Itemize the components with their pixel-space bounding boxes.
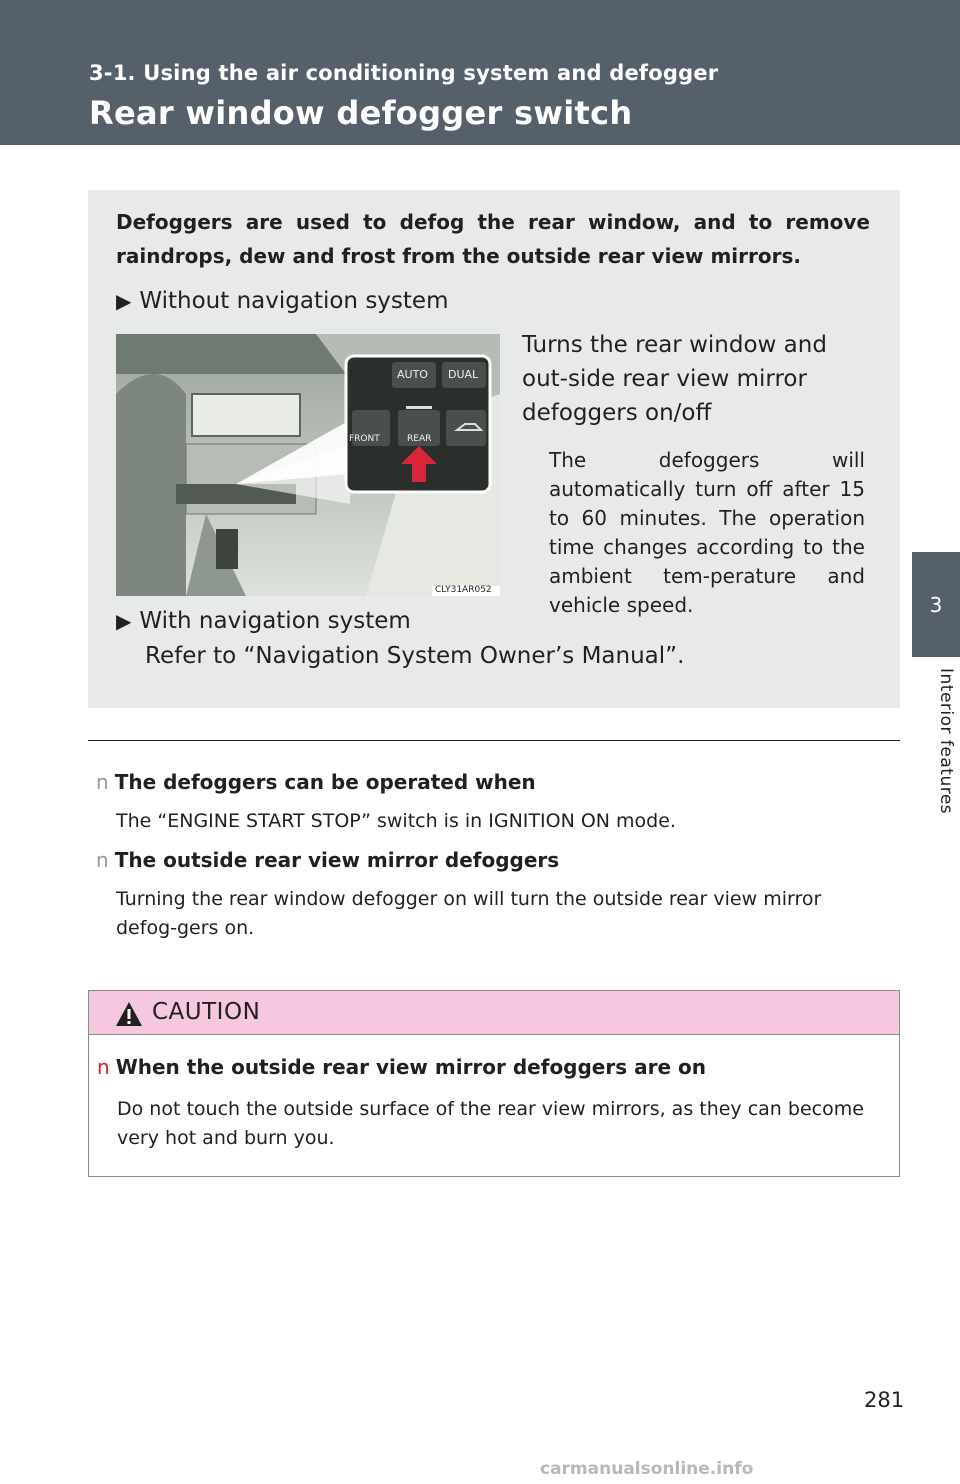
caution-bullet: n [97,1055,110,1079]
btn-front-label: FRONT [349,434,380,444]
section-title: 3-1. Using the air conditioning system and defogger [89,61,719,85]
page-title: Rear window defogger switch [89,94,633,132]
switch-note: The defoggers will automatically turn off after 15 to 60 minutes. The operation time changes according to the ambient tem-perature and vehicle speed. [549,448,865,617]
note-bullet: n [96,770,109,794]
triangle-bullet-icon: ▶ [116,609,132,633]
note-heading-1 [96,770,536,794]
note-heading-2 [96,848,559,872]
without-nav-heading [116,286,448,316]
caution-heading [97,1055,706,1079]
caution-box [88,990,900,1177]
dashboard-photo [116,334,500,596]
switch-description: Turns the rear window and out-side rear view mirror defoggers on/off [522,332,827,426]
page-header [0,0,960,145]
note-heading-2-text: The outside rear view mirror defoggers [114,848,560,872]
page-number: 281 [864,1388,905,1412]
watermark: carmanualsonline.info [540,1459,754,1479]
note-heading-1-text: The defoggers can be operated when [114,770,536,794]
without-nav-label: Without navigation system [139,288,449,314]
btn-rear-label: REAR [407,434,432,444]
caution-header [89,991,899,1035]
chapter-tab[interactable] [912,552,960,657]
intro-text: Defoggers are used to defog the rear window, and to remove raindrops, dew and frost from the outside rear view mirrors. [116,210,870,268]
note-body-2: Turning the rear window defogger on will turn the outside rear view mirror defog-gers on. [116,888,822,939]
caution-label: CAUTION [152,999,261,1025]
nav-manual-reference: Refer to “Navigation System Owner’s Manual”. [145,643,685,669]
with-nav-label: With navigation system [139,608,411,634]
dashboard-illustration [116,334,500,596]
photo-code: CLY31AR052 [435,585,492,595]
caution-body: Do not touch the outside surface of the rear view mirrors, as they can become very hot and burn you. [117,1098,864,1149]
warning-icon [115,1001,143,1027]
btn-dual-label: DUAL [448,368,479,381]
caution-heading-text: When the outside rear view mirror defoggers are on [115,1055,706,1079]
divider [88,740,900,741]
note-body-1: The “ENGINE START STOP” switch is in IGNITION ON mode. [116,810,676,832]
note-bullet: n [96,848,109,872]
chapter-label: Interior features [936,668,956,815]
btn-auto-label: AUTO [397,368,428,381]
triangle-bullet-icon: ▶ [116,289,132,313]
with-nav-heading [116,606,411,636]
chapter-number: 3 [929,592,943,617]
